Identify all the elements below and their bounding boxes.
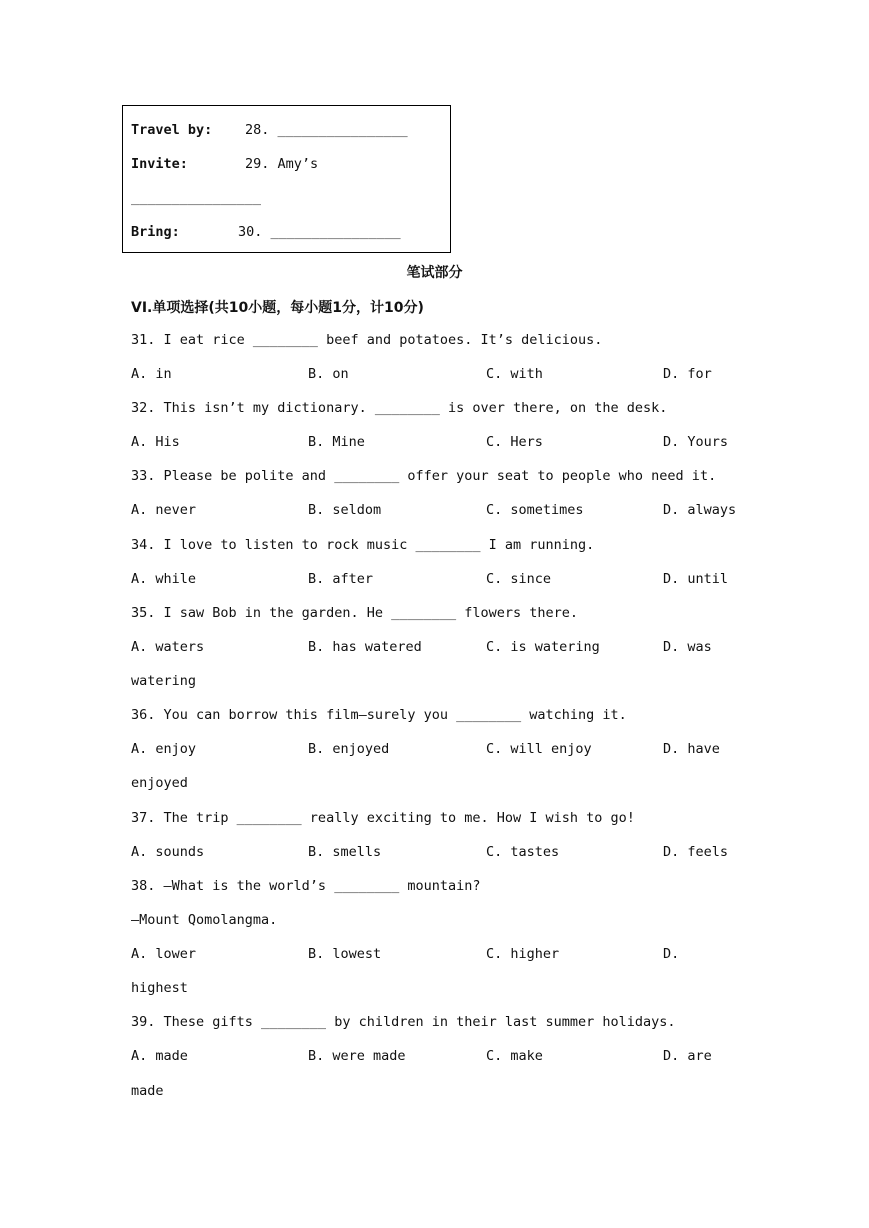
option-b: B. enjoyed [308, 741, 390, 757]
option-b: B. smells [308, 844, 382, 860]
option-b: B. were made [308, 1048, 406, 1064]
box-num: 30. [238, 224, 263, 240]
option-wrap: enjoyed [131, 775, 188, 791]
option-c: C. with [486, 366, 543, 382]
option-b: B. has watered [308, 639, 422, 655]
option-c: C. Hers [486, 434, 543, 450]
option-d: D. are [663, 1048, 712, 1064]
option-a: A. while [131, 571, 197, 587]
question-stem: 36. You can borrow this film—surely you ________ watching it. [131, 707, 627, 723]
option-c: C. tastes [486, 844, 560, 860]
option-d: D. for [663, 366, 712, 382]
section-title: 笔试部分 [406, 265, 463, 281]
option-d: D. Yours [663, 434, 729, 450]
question-stem: 38. —What is the world’s ________ mountain? [131, 878, 481, 894]
question-stem: 32. This isn’t my dictionary. ________ is over there, on the desk. [131, 400, 668, 416]
option-a: A. His [131, 434, 180, 450]
question-stem: 33. Please be polite and ________ offer your seat to people who need it. [131, 468, 717, 484]
question-stem: 39. These gifts ________ by children in their last summer holidays. [131, 1014, 676, 1030]
option-b: B. after [308, 571, 374, 587]
option-c: C. higher [486, 946, 560, 962]
option-c: C. sometimes [486, 502, 584, 518]
question-stem: 31. I eat rice ________ beef and potatoes. It’s delicious. [131, 332, 603, 348]
box-blank: ________________ [277, 122, 408, 138]
box-label: Invite: [131, 156, 188, 172]
option-c: C. make [486, 1048, 543, 1064]
option-b: B. Mine [308, 434, 365, 450]
option-b: B. lowest [308, 946, 382, 962]
box-num: 29. [245, 156, 270, 172]
option-wrap: highest [131, 980, 188, 996]
box-row-bring [131, 224, 401, 240]
option-d: D. until [663, 571, 729, 587]
option-wrap: watering [131, 673, 197, 689]
section-heading: VI.单项选择(共10小题，每小题1分，计10分) [131, 300, 424, 316]
option-a: A. waters [131, 639, 205, 655]
option-d: D. always [663, 502, 737, 518]
option-c: C. is watering [486, 639, 600, 655]
option-d: D. have [663, 741, 720, 757]
option-b: B. on [308, 366, 349, 382]
box-row-invite-blank [131, 190, 261, 206]
option-a: A. enjoy [131, 741, 197, 757]
question-stem: 35. I saw Bob in the garden. He ________ flowers there. [131, 605, 579, 621]
box-label: Bring: [131, 224, 180, 240]
box-text: Amy’s [277, 156, 319, 172]
option-d: D. was [663, 639, 712, 655]
option-d: D. [663, 946, 680, 962]
option-a: A. in [131, 366, 172, 382]
box-row-invite [131, 156, 318, 172]
option-a: A. lower [131, 946, 197, 962]
option-c: C. will enjoy [486, 741, 592, 757]
option-wrap: made [131, 1083, 164, 1099]
question-stem: 34. I love to listen to rock music ________ I am running. [131, 537, 595, 553]
question-stem: 37. The trip ________ really exciting to me. How I wish to go! [131, 810, 635, 826]
option-b: B. seldom [308, 502, 382, 518]
notes-box [122, 105, 451, 253]
box-label: Travel by: [131, 122, 213, 138]
box-blank: ________________ [131, 190, 262, 206]
option-d: D. feels [663, 844, 729, 860]
option-a: A. sounds [131, 844, 205, 860]
option-a: A. made [131, 1048, 188, 1064]
question-stem-answer: —Mount Qomolangma. [131, 912, 278, 928]
box-num: 28. [245, 122, 270, 138]
option-c: C. since [486, 571, 552, 587]
box-blank: ________________ [270, 224, 401, 240]
box-row-travel [131, 122, 408, 138]
option-a: A. never [131, 502, 197, 518]
